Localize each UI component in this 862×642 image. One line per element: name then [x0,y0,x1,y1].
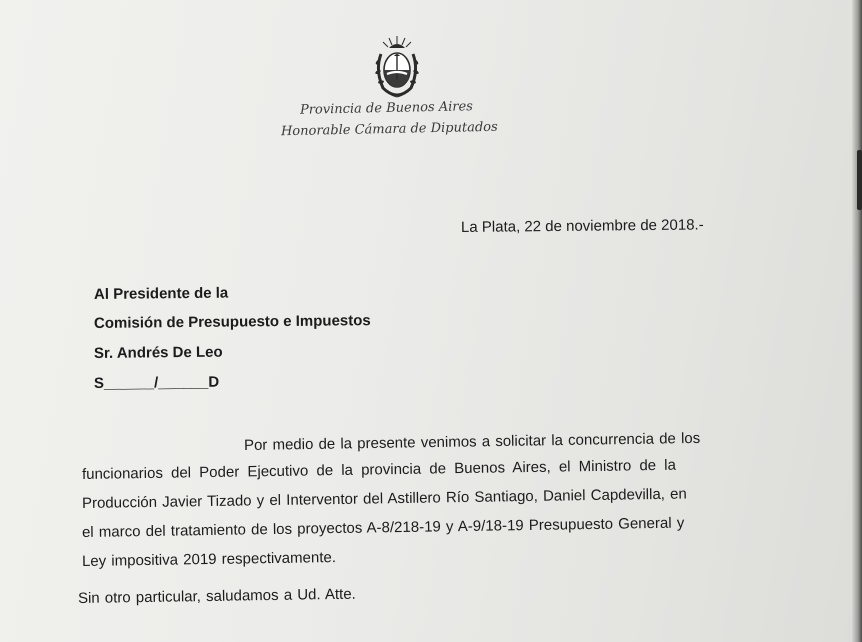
body-line-5: Ley impositiva 2019 respectivamente. [81,549,337,570]
body-line-3: Producción Javier Tizado y el Interventor del Astillero Río Santiago, Daniel Capdevilla, en [81,485,687,512]
recipient-line-1: Al Presidente de la [93,284,229,303]
body-line-2: funcionarios del Poder Ejecutivo de la provincia de Buenos Aires, el Ministro de la [81,456,677,483]
recipient-line-2: Comisión de Presupuesto e Impuestos [93,312,371,332]
recipient-line-3: Sr. Andrés De Leo [93,343,223,362]
body-line-4: el marco del tratamiento de los proyectos A-8/218-19 y A-9/18-19 Presupuesto General y [81,514,685,541]
page-edge-shadow [852,0,862,642]
recipient-line-4: S______/______D [93,373,220,392]
closing-line: Sin otro particular, saludamos a Ud. Atte. [77,585,356,607]
coat-of-arms-icon [371,34,423,100]
letterhead-chamber: Honorable Cámara de Diputados [280,119,498,140]
body-line-1: Por medio de la presente venimos a solicitar la concurrencia de los [243,429,701,454]
document-date: La Plata, 22 de noviembre de 2018.- [460,216,704,236]
letterhead-province: Provincia de Buenos Aires [299,99,474,118]
